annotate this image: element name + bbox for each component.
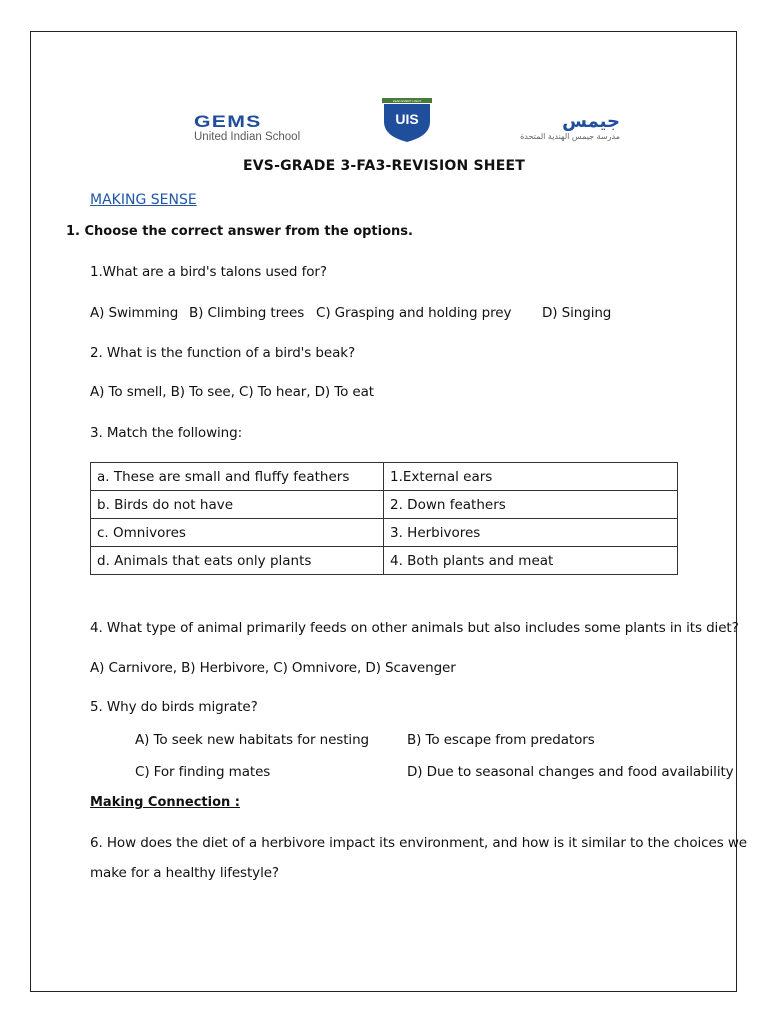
q4-options: A) Carnivore, B) Herbivore, C) Omnivore, D) Scavenger [90,660,456,676]
gems-brand: GEMS [194,112,262,131]
question-4: 4. What type of animal primarily feeds on other animals but also includes some plants in its diet? [90,620,739,636]
table-cell: c. Omnivores [91,519,384,547]
table-cell: a. These are small and fluffy feathers [91,463,384,491]
q1-option-d: D) Singing [542,305,612,321]
gems-logo [194,113,300,143]
question-6-line-2: make for a healthy lifestyle? [90,865,279,881]
table-cell: 1.External ears [384,463,678,491]
uis-text: UIS [395,111,419,127]
table-cell: d. Animals that eats only plants [91,547,384,575]
q1-option-c: C) Grasping and holding prey [316,305,512,321]
table-cell: b. Birds do not have [91,491,384,519]
arabic-school-name: مدرسة جيمس الهندية المتحدة [520,132,620,141]
arabic-logo [490,112,620,141]
q1-option-a: A) Swimming [90,305,179,321]
uis-shield-logo [380,98,434,142]
q2-options: A) To smell, B) To see, C) To hear, D) To eat [90,384,375,400]
q1-option-b: B) Climbing trees [189,305,305,321]
table-row [91,547,678,575]
question-3: 3. Match the following: [90,425,243,441]
question-2: 2. What is the function of a bird's beak? [90,345,356,361]
table-cell: 3. Herbivores [384,519,678,547]
uis-banner: LEAD EVERY LIGHT [392,98,422,103]
match-table [90,462,678,575]
arabic-brand: جيمس [562,111,620,132]
table-cell: 4. Both plants and meat [384,547,678,575]
section-heading-making-sense: MAKING SENSE [90,192,197,208]
page-title: EVS-GRADE 3-FA3-REVISION SHEET [242,158,525,174]
question-5: 5. Why do birds migrate? [90,699,258,715]
q5-option-b: B) To escape from predators [407,732,595,748]
table-row [91,491,678,519]
instruction-heading: 1. Choose the correct answer from the options. [66,224,413,239]
q5-option-a: A) To seek new habitats for nesting [135,732,369,748]
section-heading-making-connection: Making Connection : [90,795,240,810]
question-1: 1.What are a bird's talons used for? [90,264,327,280]
question-6-line-1: 6. How does the diet of a herbivore impact its environment, and how is it similar to the choices we [90,835,747,851]
q5-option-c: C) For finding mates [135,764,271,780]
q5-option-d: D) Due to seasonal changes and food availability [407,764,734,780]
table-cell: 2. Down feathers [384,491,678,519]
table-row [91,519,678,547]
table-row [91,463,678,491]
gems-school-name: United Indian School [194,131,301,143]
